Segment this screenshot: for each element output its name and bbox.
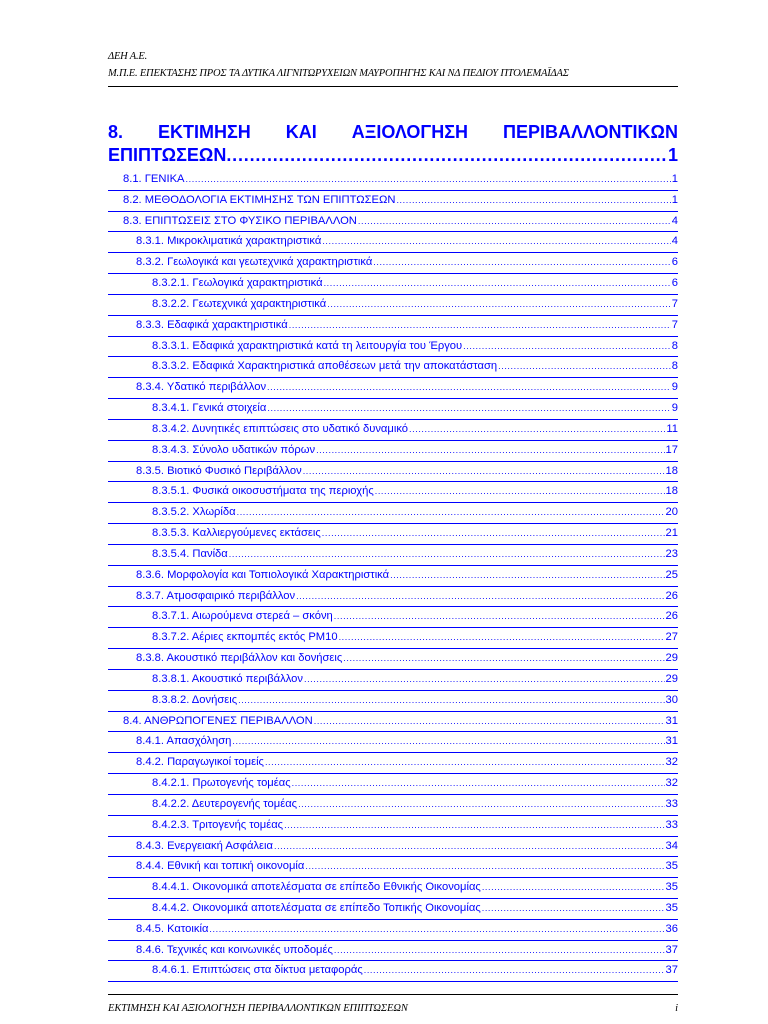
toc-entry-label: 8.3.5.4. Πανίδα [152,547,228,560]
toc-entry[interactable] [108,878,678,899]
toc-entry[interactable] [108,837,678,858]
dot-leader [229,549,665,559]
toc-entry-label: 8.4.1. Απασχόληση [136,735,232,748]
running-header [108,48,678,87]
header-org: ΔΕΗ Α.Ε. [108,51,148,62]
toc-entry-label: 8.3.3. Εδαφικά χαρακτηριστικά [136,318,288,331]
dot-leader [390,570,664,580]
dot-leader [463,341,671,351]
toc-entry-label: 8.3.3.1. Εδαφικά χαρακτηριστικά κατά τη λειτουργία του Έργου [152,339,463,352]
dot-leader [409,424,665,434]
dot-leader [267,403,670,413]
toc-entry[interactable] [108,253,678,274]
chapter-title-line-2 [108,144,678,167]
toc-entry-page-number: 1 [671,193,678,206]
dot-leader [298,799,664,809]
dot-leader [274,841,665,851]
toc-entry[interactable] [108,691,678,712]
toc-entry[interactable] [108,587,678,608]
dot-leader [296,591,664,601]
toc-entry-page-number: 25 [665,568,678,581]
toc-entry-label: 8.4.4.2. Οικονομικά αποτελέσματα σε επίπεδο Τοπικής Οικονομίας [152,901,481,914]
toc-entry-page-number: 27 [665,631,678,644]
footer-page-number: i [675,1003,678,1014]
toc-entry[interactable] [108,628,678,649]
dot-leader [498,361,671,371]
toc-entry-page-number: 9 [671,381,678,394]
toc-entry[interactable] [108,399,678,420]
toc-entry-label: 8.4.6.1. Επιπτώσεις στα δίκτυα μεταφοράς [152,964,363,977]
toc-entry-page-number: 30 [665,693,678,706]
chapter-title-line-1 [108,121,678,144]
toc-entry-label: 8.3.4.3. Σύνολο υδατικών πόρων [152,443,316,456]
dot-leader [324,278,671,288]
toc-entry-label: 8.3.3.2. Εδαφικά Χαρακτηριστικά αποθέσεων μετά την αποκατάσταση [152,360,498,373]
chapter-word: ΕΚΤΙΜΗΣΗ [158,122,251,142]
toc-entry[interactable] [108,774,678,795]
dot-leader [304,674,665,684]
dot-leader [322,528,665,538]
dot-leader [232,736,664,746]
toc-entry-page-number: 6 [671,277,678,290]
dot-leader [238,695,664,705]
toc-entry-label: 8.4.5. Κατοικία [136,922,209,935]
dot-leader [314,716,665,726]
toc-entry-page-number: 17 [665,443,678,456]
toc-entry-label: 8.3.7.2. Αέριες εκπομπές εκτός PM10 [152,631,338,644]
toc-entry-page-number: 36 [665,922,678,935]
dot-leader [237,507,665,517]
toc-entry-label: 8.4.4.1. Οικονομικά αποτελέσματα σε επίπεδο Εθνικής Οικονομίας [152,881,481,894]
toc-entry-label: 8.4.4. Εθνική και τοπική οικονομία [136,860,305,873]
toc-entry[interactable] [108,524,678,545]
chapter-word: ΠΕΡΙΒΑΛΛΟΝΤΙΚΩΝ [503,122,678,142]
dot-leader [186,174,671,184]
toc-entry-label: 8.3.5. Βιοτικό Φυσικό Περιβάλλον [136,464,302,477]
dot-leader [292,778,665,788]
toc-entry-page-number: 29 [665,672,678,685]
toc-entry[interactable] [108,170,678,191]
toc-entry-page-number: 35 [665,860,678,873]
toc-entry[interactable] [108,462,678,483]
toc-entry-page-number: 23 [665,547,678,560]
toc-entry-page-number: 9 [671,402,678,415]
toc-entry-page-number: 8 [671,360,678,373]
toc-entry-label: 8.4.2. Παραγωγικοί τομείς [136,756,264,769]
chapter-page-number: 1 [667,145,678,165]
toc-entry-label: 8.3.4. Υδατικό περιβάλλον [136,381,267,394]
toc-entry-label: 8.3.8.2. Δονήσεις [152,693,238,706]
toc-entry[interactable] [108,212,678,233]
toc-entry-label: 8.3. ΕΠΙΠΤΩΣΕΙΣ ΣΤΟ ΦΥΣΙΚΟ ΠΕΡΙΒΑΛΛΟΝ [123,214,357,227]
dot-leader [334,611,665,621]
dot-leader [265,757,665,767]
header-rule [108,86,678,87]
toc-entry-label: 8.3.6. Μορφολογία και Τοπιολογικά Χαρακτηριστικά [136,568,390,581]
toc-entry-page-number: 32 [665,777,678,790]
dot-leader [267,382,671,392]
dot-leader [322,236,670,246]
toc-entry-label: 8.3.7. Ατμοσφαιρικό περιβάλλον [136,589,296,602]
dot-leader [303,466,665,476]
toc-entry-page-number: 26 [665,610,678,623]
toc-entry-label: 8.3.2. Γεωλογικά και γεωτεχνικά χαρακτηριστικά [136,256,373,269]
toc-entry-page-number: 34 [665,839,678,852]
toc-entry[interactable] [108,607,678,628]
toc-chapter-entry[interactable] [108,121,678,167]
dot-leader [284,820,664,830]
toc-entry[interactable] [108,712,678,733]
toc-entry[interactable] [108,232,678,253]
dot-leader [334,945,665,955]
toc-entry-page-number: 18 [665,485,678,498]
footer-rule [108,994,678,995]
dot-leader [226,144,668,167]
toc-entry-label: 8.3.5.3. Καλλιεργούμενες εκτάσεις [152,527,321,540]
toc-entry-page-number: 18 [665,464,678,477]
running-footer [108,994,678,1017]
dot-leader [209,924,664,934]
toc-entry-label: 8.1. ΓΕΝΙΚΑ [123,173,185,185]
toc-entry[interactable] [108,816,678,837]
toc-entry-page-number: 33 [665,818,678,831]
dot-leader [364,965,665,975]
toc-entry[interactable] [108,732,678,753]
toc-entry-page-number: 8 [671,339,678,352]
toc-entry[interactable] [108,295,678,316]
dot-leader [375,486,665,496]
toc-entry-label: 8.2. ΜΕΘΟΔΟΛΟΓΙΑ ΕΚΤΙΜΗΣΗΣ ΤΩΝ ΕΠΙΠΤΩΣΕΩΝ [123,193,396,206]
toc-entry[interactable] [108,357,678,378]
toc-entry-page-number: 31 [665,714,678,727]
toc-entry-page-number: 32 [665,756,678,769]
dot-leader [289,320,671,330]
dot-leader [327,299,671,309]
toc-entry[interactable] [108,857,678,878]
dot-leader [373,257,670,267]
toc-entry[interactable] [108,337,678,358]
header-project-title: Μ.Π.Ε. ΕΠΕΚΤΑΣΗΣ ΠΡΟΣ ΤΑ ΔΥΤΙΚΑ ΛΙΓΝΙΤΩΡΥΧΕΙΩΝ ΜΑΥΡΟΠΗΓΗΣ ΚΑΙ ΝΔ ΠΕΔΙΟΥ ΠΤΟΛΕΜΑΪΔΑΣ [108,68,569,79]
toc-entry[interactable] [108,545,678,566]
toc-entry[interactable] [108,649,678,670]
toc-entry-page-number: 37 [665,943,678,956]
toc-entry-label: 8.3.8. Ακουστικό περιβάλλον και δονήσεις [136,652,343,665]
dot-leader [396,195,670,205]
toc-entry-page-number: 29 [665,652,678,665]
toc-entry-page-number: 4 [671,214,678,227]
toc-entry-page-number: 11 [666,422,678,435]
toc-entry[interactable] [108,899,678,920]
toc-entry-page-number: 33 [665,797,678,810]
dot-leader [482,903,665,913]
toc-entry-label: 8.3.7.1. Αιωρούμενα στερεά – σκόνη [152,610,333,623]
toc-entry-page-number: 31 [665,735,678,748]
chapter-word: ΚΑΙ [285,122,317,142]
dot-leader [482,882,665,892]
dot-leader [305,861,664,871]
toc-entry-label: 8.3.4.1. Γενικά στοιχεία [152,402,267,415]
dot-leader [358,216,671,226]
toc-entry-page-number: 7 [671,297,678,310]
chapter-word: 8. [108,122,124,142]
toc-entry[interactable] [108,795,678,816]
toc-entry-label: 8.4. ΑΝΘΡΩΠΟΓΕΝΕΣ ΠΕΡΙΒΑΛΛΟΝ [123,714,313,727]
table-of-contents [108,170,678,982]
toc-entry-label: 8.4.6. Τεχνικές και κοινωνικές υποδομές [136,943,333,956]
toc-entry-page-number: 35 [665,901,678,914]
toc-entry[interactable] [108,670,678,691]
toc-entry-page-number: 6 [671,256,678,269]
toc-entry[interactable] [108,920,678,941]
toc-entry[interactable] [108,961,678,982]
dot-leader [339,632,665,642]
toc-entry[interactable] [108,191,678,212]
toc-entry-label: 8.3.5.1. Φυσικά οικοσυστήματα της περιοχής [152,485,374,498]
toc-entry-label: 8.3.4.2. Δυνητικές επιπτώσεις στο υδατικό δυναμικό [152,422,409,435]
toc-entry[interactable] [108,274,678,295]
toc-entry-page-number: 35 [665,881,678,894]
footer-row [108,1001,678,1017]
toc-entry-label: 8.4.2.2. Δευτερογενής τομέας [152,797,298,810]
chapter-word: ΑΞΙΟΛΟΓΗΣΗ [351,122,469,142]
toc-entry[interactable] [108,503,678,524]
toc-entry[interactable] [108,941,678,962]
toc-entry-page-number: 21 [665,527,678,540]
toc-entry-page-number: 20 [665,506,678,519]
toc-entry-label: 8.4.3. Ενεργειακή Ασφάλεια [136,839,273,852]
toc-entry[interactable] [108,420,678,441]
toc-entry[interactable] [108,441,678,462]
toc-entry-page-number: 37 [665,964,678,977]
chapter-title-continuation: ΕΠΙΠΤΩΣΕΩΝ [108,145,227,165]
toc-entry[interactable] [108,378,678,399]
toc-entry-label: 8.3.2.2. Γεωτεχνικά χαρακτηριστικά [152,297,327,310]
toc-entry[interactable] [108,482,678,503]
toc-entry-page-number: 4 [671,235,678,248]
toc-entry-label: 8.3.5.2. Χλωρίδα [152,506,236,519]
toc-entry-page-number: 1 [671,173,678,185]
toc-entry-page-number: 26 [665,589,678,602]
toc-entry[interactable] [108,566,678,587]
toc-entry-label: 8.3.1. Μικροκλιματικά χαρακτηριστικά [136,235,322,248]
dot-leader [343,653,664,663]
toc-entry[interactable] [108,753,678,774]
toc-entry-label: 8.3.8.1. Ακουστικό περιβάλλον [152,672,303,685]
footer-title: ΕΚΤΙΜΗΣΗ ΚΑΙ ΑΞΙΟΛΟΓΗΣΗ ΠΕΡΙΒΑΛΛΟΝΤΙΚΩΝ ΕΠΙΠΤΩΣΕΩΝ [108,1003,408,1014]
toc-entry[interactable] [108,316,678,337]
toc-entry-label: 8.3.2.1. Γεωλογικά χαρακτηριστικά [152,277,323,290]
toc-entry-label: 8.4.2.3. Τριτογενής τομέας [152,818,284,831]
dot-leader [316,445,664,455]
toc-entry-page-number: 7 [671,318,678,331]
toc-entry-label: 8.4.2.1. Πρωτογενής τομέας [152,777,291,790]
